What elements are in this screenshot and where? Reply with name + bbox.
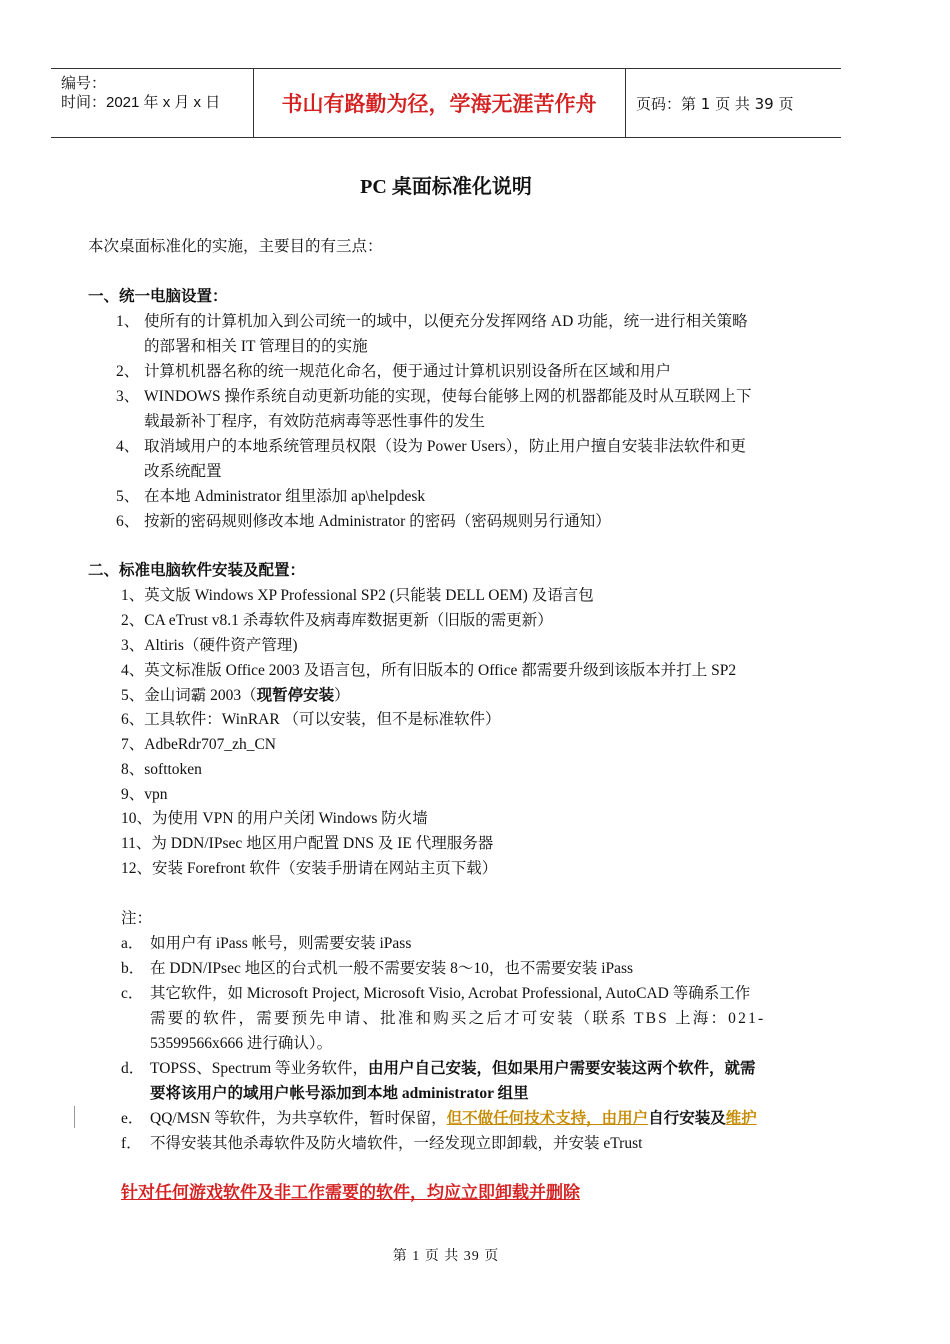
note-text: TOPSS、Spectrum 等业务软件， xyxy=(150,1060,369,1077)
list-item-number: 2、 xyxy=(116,363,140,380)
list-item: 载最新补丁程序，有效防范病毒等恶性事件的发生 xyxy=(144,413,486,430)
list-item-number: 4、 xyxy=(116,438,140,455)
note-item: 如用户有 iPass 帐号，则需要安装 iPass xyxy=(150,935,412,952)
doc-title: PC 桌面标准化说明 xyxy=(360,176,532,198)
note-item xyxy=(150,1056,756,1081)
list-item: 10、为使用 VPN 的用户关闭 Windows 防火墙 xyxy=(121,810,428,827)
list-item: 使所有的计算机加入到公司统一的域中，以便充分发挥网络 AD 功能，统一进行相关策略 xyxy=(144,313,748,330)
suspended-note: 现暂停安装 xyxy=(256,687,335,704)
note-item: 不得安装其他杀毒软件及防火墙软件，一经发现立即卸载，并安装 eTrust xyxy=(150,1135,643,1152)
list-item: 12、安装 Forefront 软件（安装手册请在网站主页下载） xyxy=(121,860,498,877)
change-bar xyxy=(74,1106,75,1128)
list-item: 6、工具软件：WinRAR （可以安装，但不是标准软件） xyxy=(121,711,501,728)
list-item: 按新的密码规则修改本地 Administrator 的密码（密码规则另行通知） xyxy=(144,513,611,530)
date-label: 时间：2021 年 x 月 x 日 xyxy=(61,94,221,111)
highlight-text: 但不做任何技术支持，由用户 xyxy=(446,1110,649,1127)
notes-heading: 注： xyxy=(121,910,153,927)
header-meta-cell xyxy=(51,69,254,137)
list-item: 取消域用户的本地系统管理员权限（设为 Power Users），防止用户擅自安装非法软件和更 xyxy=(144,438,746,455)
note-label: e． xyxy=(121,1110,144,1127)
header-motto: 书山有路勤为径，学海无涯苦作舟 xyxy=(253,69,626,137)
list-item-number: 3、 xyxy=(116,388,140,405)
list-item: 改系统配置 xyxy=(144,463,222,480)
list-item: 1、英文版 Windows XP Professional SP2 (只能装 DELL OEM) 及语言包 xyxy=(121,587,594,604)
note-label: f． xyxy=(121,1135,142,1152)
list-item: 4、英文标准版 Office 2003 及语言包，所有旧版本的 Office 都需要升级到该版本并打上 SP2 xyxy=(121,662,737,679)
note-emphasis: 由用户自己安装，但如果用户需要安装这两个软件，就需 xyxy=(368,1060,756,1077)
note-label: c． xyxy=(121,985,144,1002)
list-item-number: 6、 xyxy=(116,513,140,530)
list-item: 的部署和相关 IT 管理目的的实施 xyxy=(144,338,368,355)
note-emphasis: 自行安装及 xyxy=(648,1110,726,1127)
note-label: b． xyxy=(121,960,145,977)
section1-heading: 一、统一电脑设置： xyxy=(88,288,228,305)
list-item-number: 5、 xyxy=(116,488,140,505)
section2-heading: 二、标准电脑软件安装及配置： xyxy=(88,562,306,579)
highlight-text: 维护 xyxy=(725,1110,757,1127)
note-text: QQ/MSN 等软件，为共享软件，暂时保留， xyxy=(150,1110,447,1127)
list-item-text: 5、金山词霸 2003（ xyxy=(121,687,257,704)
list-item: 2、CA eTrust v8.1 杀毒软件及病毒库数据更新（旧版的需更新） xyxy=(121,612,553,629)
list-item: 7、AdbeRdr707_zh_CN xyxy=(121,736,276,753)
list-item: 在本地 Administrator 组里添加 ap\helpdesk xyxy=(144,488,426,505)
page-header xyxy=(51,68,841,138)
note-item: 其它软件，如 Microsoft Project, Microsoft Visio, Acrobat Professional, AutoCAD 等确系工作 xyxy=(150,985,751,1002)
list-item-text: ） xyxy=(334,687,350,704)
note-item: 53599566x666 进行确认）。 xyxy=(150,1035,333,1052)
note-label: a． xyxy=(121,935,144,952)
note-item xyxy=(150,1106,757,1131)
list-item: 9、vpn xyxy=(121,786,168,803)
list-item xyxy=(121,683,350,708)
note-item: 需要的软件，需要预先申请、批准和购买之后才可安装（联系 TBS 上海：021- xyxy=(150,1010,766,1027)
header-page-info: 页码：第 1 页 共 39 页 xyxy=(636,94,794,113)
list-item: 8、softtoken xyxy=(121,761,202,778)
list-item: WINDOWS 操作系统自动更新功能的实现，使每台能够上网的机器都能及时从互联网上下 xyxy=(144,388,752,405)
list-item: 计算机机器名称的统一规范化命名，便于通过计算机识别设备所在区域和用户 xyxy=(144,363,672,380)
note-emphasis: 要将该用户的域用户帐号添加到本地 administrator 组里 xyxy=(150,1085,529,1102)
page-footer: 第 1 页 共 39 页 xyxy=(392,1249,500,1264)
code-label: 编号： xyxy=(61,75,107,92)
note-item: 在 DDN/IPsec 地区的台式机一般不需要安装 8～10，也不需要安装 iPass xyxy=(150,960,634,977)
list-item-number: 1、 xyxy=(116,313,140,330)
note-label: d． xyxy=(121,1060,145,1077)
intro-text: 本次桌面标准化的实施，主要目的有三点： xyxy=(88,238,383,255)
warning-text: 针对任何游戏软件及非工作需要的软件，均应立即卸载并删除 xyxy=(121,1183,580,1202)
list-item: 11、为 DDN/IPsec 地区用户配置 DNS 及 IE 代理服务器 xyxy=(121,835,494,852)
list-item: 3、Altiris（硬件资产管理) xyxy=(121,637,298,654)
